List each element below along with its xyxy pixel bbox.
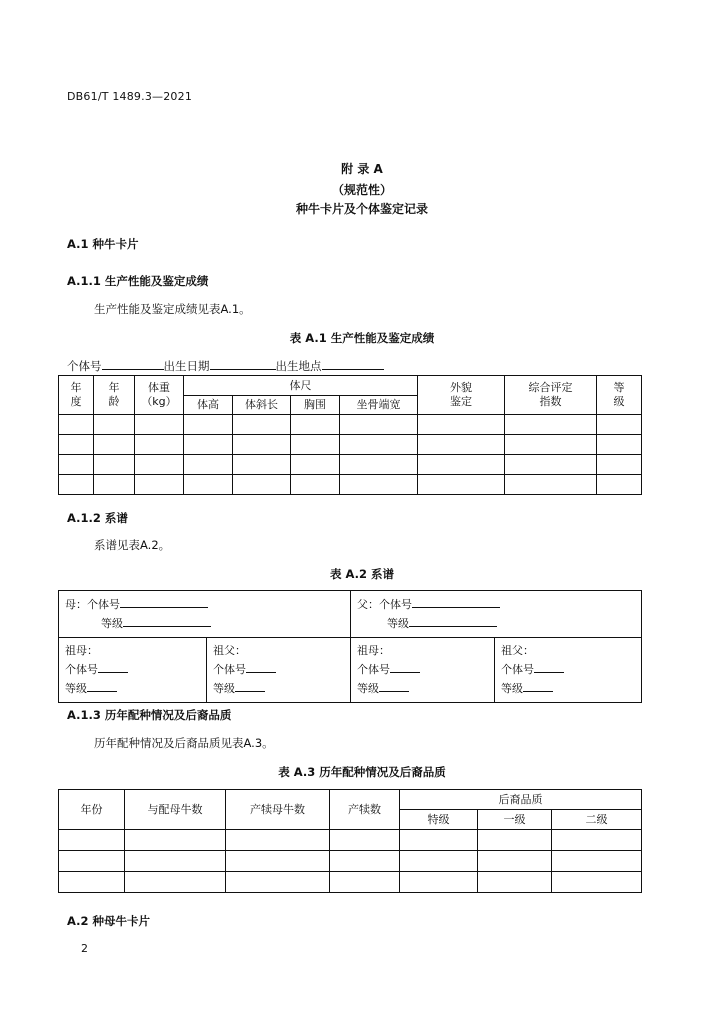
table-a1-caption: 表 A.1 生产性能及鉴定成绩 [289,331,435,345]
appendix-title: 附 录 A [341,162,383,176]
table-row [59,475,642,495]
header-body-size: 体尺 [184,376,418,396]
mother-cell: 母：个体号 等级 [59,591,351,638]
table-row [59,851,642,872]
appendix-subtitle: 种牛卡片及个体鉴定记录 [295,202,428,216]
header-second-grade: 二级 [552,810,642,830]
paternal-grandfather-cell: 祖父： 个体号 等级 [207,638,351,703]
header-special-grade: 特级 [400,810,478,830]
section-a11-heading: A.1.1 生产性能及鉴定成绩 [67,274,209,288]
header-chest: 胸围 [291,396,340,415]
individual-id-blank [102,357,164,370]
header-calved-cows: 产犊母牛数 [226,790,330,830]
section-a12-text: 系谱见表A.2。 [94,538,171,552]
appendix-nature: （规范性） [331,183,392,197]
birth-place-label: 出生地点 [275,359,322,373]
maternal-grandfather-cell: 祖父： 个体号 等级 [495,638,642,703]
birth-place-blank [322,357,384,370]
table-a3-caption: 表 A.3 历年配种情况及后裔品质 [278,765,446,779]
table-a1 [58,375,642,495]
section-a1-heading: A.1 种牛卡片 [67,237,139,251]
section-a13-text: 历年配种情况及后裔品质见表A.3。 [94,736,274,750]
paternal-grandmother-cell: 祖母： 个体号 等级 [59,638,207,703]
table-row [59,415,642,435]
page-number: 2 [81,942,88,955]
header-length: 体斜长 [233,396,291,415]
header-year: 年 度 [59,376,94,415]
header-height: 体高 [184,396,233,415]
header-index: 综合评定 指数 [505,376,597,415]
header-hip: 坐骨端宽 [340,396,418,415]
header-calves: 产犊数 [330,790,400,830]
header-mated-cows: 与配母牛数 [125,790,226,830]
header-age: 年 龄 [94,376,135,415]
section-a2-heading: A.2 种母牛卡片 [67,914,150,928]
table-a3 [58,789,642,893]
table-a2-caption: 表 A.2 系谱 [330,567,394,581]
header-appearance: 外貌 鉴定 [418,376,505,415]
section-a13-heading: A.1.3 历年配种情况及后裔品质 [67,708,232,722]
header-first-grade: 一级 [478,810,552,830]
maternal-grandmother-cell: 祖母： 个体号 等级 [351,638,495,703]
header-weight: 体重 （kg） [135,376,184,415]
header-grade: 等 级 [597,376,642,415]
individual-id-label: 个体号 [67,359,102,373]
birth-date-label: 出生日期 [163,359,210,373]
birth-date-blank [210,357,276,370]
document-code: DB61/T 1489.3—2021 [67,90,193,103]
header-progeny-quality: 后裔品质 [400,790,642,810]
table-a2 [58,590,642,703]
section-a11-text: 生产性能及鉴定成绩见表A.1。 [94,302,251,316]
header-year: 年份 [59,790,125,830]
table-row [59,435,642,455]
father-cell: 父：个体号 等级 [351,591,642,638]
table-row [59,830,642,851]
table-row [59,872,642,893]
table-row [59,455,642,475]
section-a12-heading: A.1.2 系谱 [67,511,128,525]
table-a1-info-line [67,357,384,374]
